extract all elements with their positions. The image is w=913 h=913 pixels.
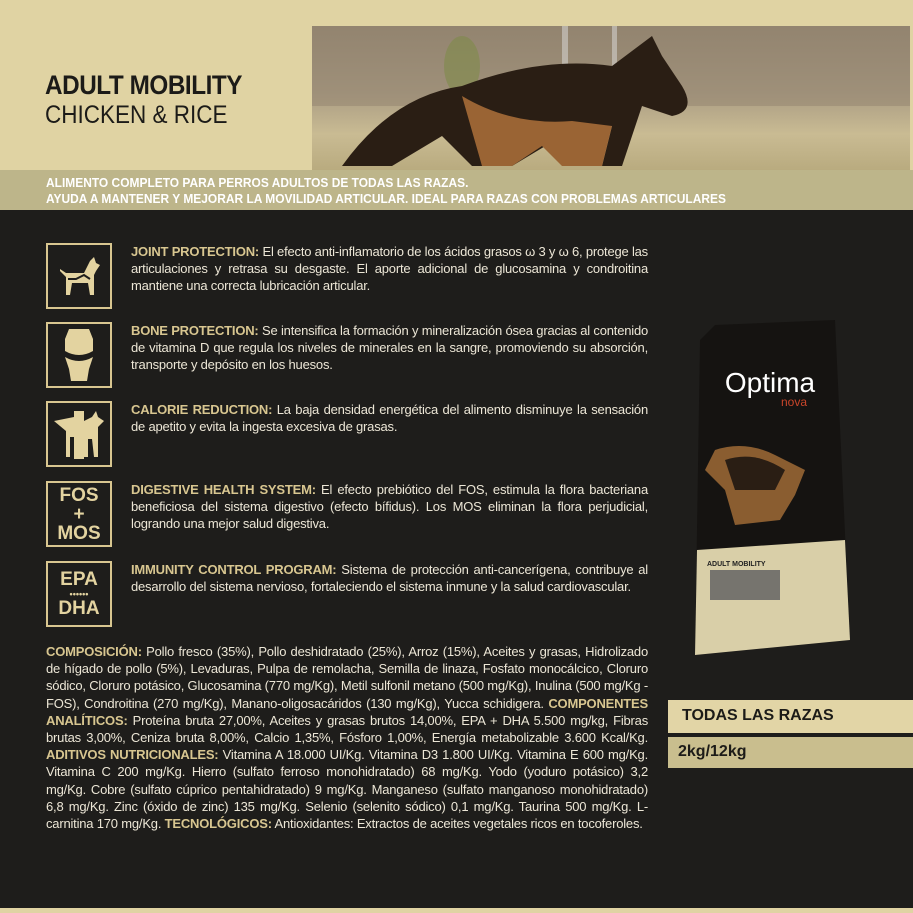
description-line-1: ALIMENTO COMPLETO PARA PERROS ADULTOS DE TODAS LAS RAZAS. [46, 175, 469, 190]
epa-dha-icon [46, 561, 112, 627]
breeds-label: TODAS LAS RAZAS [668, 700, 913, 733]
technological-heading: TECNOLÓGICOS: [164, 816, 272, 832]
bag-sub-brand: nova [780, 395, 807, 409]
bone-joint-icon [46, 322, 112, 388]
analytical-body: Proteína bruta 27,00%, Aceites y grasas brutos 14,00%, EPA + DHA 5.500 mg/kg, Fibras brutas 3,00%, Ceniza bruta 8,00%, Calcio 1,35%, Fósforo 1,00%, Energía metabolizable 3.600 Kcal/Kg. [46, 712, 648, 746]
dog-joint-icon [46, 243, 112, 309]
feature-title: JOINT PROTECTION: [131, 244, 260, 259]
dog-measure-icon [46, 401, 112, 467]
product-subtitle: CHICKEN & RICE [45, 101, 228, 129]
feature-text: El efecto anti-inflamatorio de los ácidos grasos ω 3 y ω 6, protege las articulaciones y retrasa su desgaste. El aporte adicional de glucosamina y condroitina mantiene una correcta lubricación articular. [131, 244, 648, 293]
icon-text: FOS [59, 484, 99, 506]
technological-body: Antioxidantes: Extractos de aceites vegetales ricos en tocoferoles. [271, 816, 643, 832]
bottom-border [0, 908, 913, 913]
additives-heading: ADITIVOS NUTRICIONALES: [46, 747, 219, 763]
analytical-heading: COMPONENTES ANALÍTICOS: [46, 695, 648, 728]
sizes-label: 2kg/12kg [668, 737, 913, 768]
fos-mos-icon [46, 481, 112, 547]
feature-text: Se intensifica la formación y mineralización ósea gracias al contenido de vitamina D que regula los niveles de minerales en la sangre, promoviendo su absorción, transporte y depósito en los huesos. [131, 323, 648, 372]
icon-text: + [73, 503, 85, 525]
product-bag-image [695, 320, 850, 655]
icon-text: •••••• [69, 589, 89, 599]
icon-text: EPA [60, 569, 98, 590]
feature-text: El efecto prebiótico del FOS, estimula la flora bacteriana beneficiosa del sistema digestivo (efecto bífidus). Los MOS eliminan la flora perjudicial, logrando una mejor salud digestiva. [131, 482, 648, 531]
description-line-2: AYUDA A MANTENER Y MEJORAR LA MOVILIDAD ARTICULAR. IDEAL PARA RAZAS CON PROBLEMAS ARTICULARES [46, 191, 726, 206]
product-title: ADULT MOBILITY [45, 70, 243, 100]
description-band [0, 170, 913, 210]
feature-text: Sistema de protección anti-cancerígena, contribuye al desarrollo del sistema nervioso, fortaleciendo el sistema inmune y la salud cardiovascular. [131, 562, 648, 594]
running-dog-photo [312, 26, 910, 170]
additives-body: Vitamina A 18.000 UI/Kg. Vitamina D3 1.800 UI/Kg. Vitamina E 600 mg/Kg. Vitamina C 200 mg/Kg. Hierro (sulfato ferroso monohidratado) 68 mg/Kg. Yodo (yoduro potásico) 3,2 mg/Kg. Cobre (sulfato cúprico pentahidratado) 9 mg/Kg. Manganeso (sulfato manganoso monohidratado) 6,8 mg/Kg. Zinc (óxido de zinc) 135 mg/Kg. Selenio (selenito sódico) 0,1 mg/Kg. Taurina 500 mg/Kg. L-carnitina 170 mg/Kg. [46, 747, 648, 832]
composition-heading: COMPOSICIÓN: [46, 644, 142, 659]
icon-text: DHA [58, 598, 100, 619]
composition-text [46, 643, 648, 832]
feature-title: BONE PROTECTION: [131, 323, 259, 338]
feature-text: La baja densidad energética del alimento disminuye la sensación de apetito y evita la ingesta excesiva de grasas. [131, 402, 648, 434]
composition-body: Pollo fresco (35%), Pollo deshidratado (25%), Arroz (15%), Aceites y grasas, Hidrolizado de hígado de pollo (5%), Levaduras, Pulpa de remolacha, Semilla de linaza, Fosfato monocálcico, Cloruro sódico, Cloruro potásico, Glucosamina (770 mg/Kg), Metil sulfonil metano (500 mg/Kg), Inulina (500 mg/Kg - FOS), Condroitina (270 mg/Kg), Manano-oligosacáridos (130 mg/Kg), Yucca schidigera. [46, 644, 648, 711]
feature-title: CALORIE REDUCTION: [131, 402, 273, 417]
feature-title: DIGESTIVE HEALTH SYSTEM: [131, 482, 316, 497]
icon-text: MOS [57, 522, 101, 544]
bag-brand: Optima [724, 367, 816, 398]
bag-label: ADULT MOBILITY [707, 561, 766, 568]
feature-title: IMMUNITY CONTROL PROGRAM: [131, 562, 337, 577]
